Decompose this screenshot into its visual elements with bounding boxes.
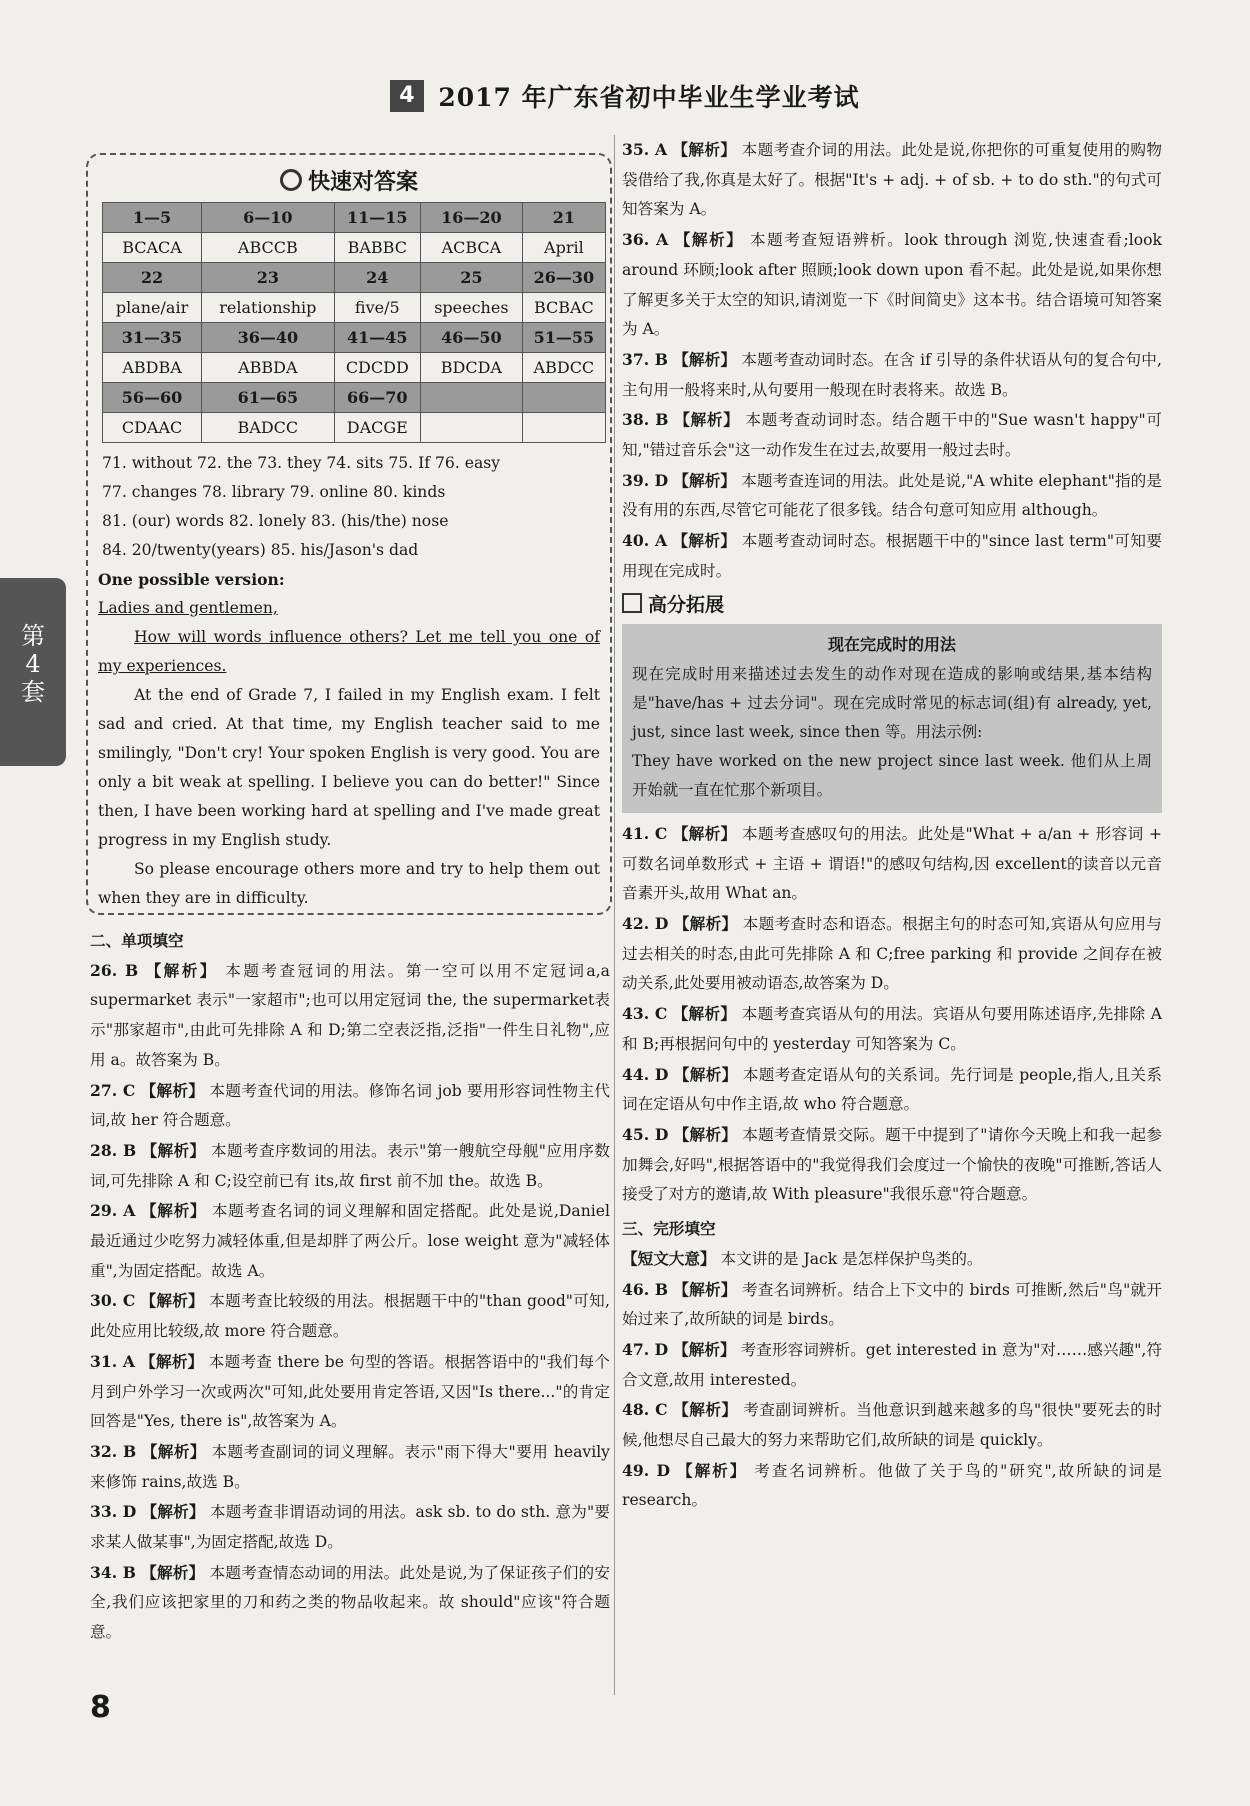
answer-cell: 6—10	[202, 203, 335, 233]
answer-table-row	[103, 263, 606, 293]
item-number: 30. C	[90, 1291, 136, 1311]
explanation-item	[622, 1120, 1162, 1210]
item-number: 34. B	[90, 1562, 136, 1582]
side-tab-line2: 4	[25, 650, 41, 678]
item-text: 本题考查冠词的用法。第一空可以用不定冠词a,a supermarket 表示"一家超市";也可以用定冠词 the, the supermarket表示"那家超市",由此可先排除 A 和 D;第二空表泛指,泛指"一件生日礼物",应用 a。故答案为 B。	[90, 961, 610, 1069]
item-text: 本题考查情态动词的用法。此处是说,为了保证孩子们的安全,我们应该把家里的刀和药之类的物品收起来。故 should"应该"符合题意。	[90, 1563, 610, 1642]
analysis-tag: 【解析】	[674, 410, 740, 430]
analysis-tag: 【解析】	[677, 1460, 748, 1480]
answer-cell: 21	[522, 203, 605, 233]
item-number: 28. B	[90, 1140, 137, 1160]
extension-title	[622, 591, 1162, 621]
explanation-item	[90, 1497, 610, 1557]
extension-text: 现在完成时用来描述过去发生的动作对现在造成的影响或结果,基本结构是"have/has + 过去分词"。现在完成时常见的标志词(组)有 already, yet, just, since last week, since then 等。用法示例:	[632, 664, 1152, 741]
analysis-tag: 【解析】	[674, 230, 744, 250]
item-text: 本题考查名词的词义理解和固定搭配。此处是说,Daniel 最近通过少吃努力减轻体重,但是却胖了两公斤。lose weight 意为"减轻体重",为固定搭配。故选 A。	[90, 1202, 610, 1280]
answer-table-row	[103, 353, 606, 383]
answer-cell	[420, 413, 522, 443]
analysis-tag: 【解析】	[673, 1064, 738, 1084]
item-number: 33. D	[90, 1502, 137, 1522]
item-number: 41. C	[622, 823, 668, 843]
analysis-tag: 【解析】	[141, 1201, 207, 1221]
quick-answer-title	[259, 165, 439, 196]
item-number: 37. B	[622, 349, 668, 369]
explanation-item	[622, 466, 1162, 526]
item-text: 本题考查动词时态。在含 if 引导的条件状语从句的复合句中,主句用一般将来时,从句要用一般现在时表将来。故选 B。	[622, 350, 1162, 399]
answer-cell: relationship	[202, 293, 335, 323]
item-text: 考查名词辨析。结合上下文中的 birds 可推断,然后"鸟"就开始过来了,故所缺的词是 birds。	[622, 1280, 1162, 1329]
analysis-tag: 【解析】	[141, 1562, 205, 1582]
item-text: 本题考查 there be 句型的答语。根据答语中的"我们每个月到户外学习一次或两次"可知,此处要用肯定答语,又因"Is there..."的肯定回答是"Yes, there is",故答案为 A。	[90, 1352, 610, 1431]
answer-cell: April	[522, 233, 605, 263]
analysis-tag: 【解析】	[141, 1502, 205, 1522]
answer-cell: ABDCC	[522, 353, 605, 383]
answer-cell: 22	[103, 263, 202, 293]
right-column	[622, 135, 1162, 1516]
explanation-item	[622, 225, 1162, 345]
side-tab-line3: 套	[21, 678, 45, 706]
item-number: 36. A	[622, 230, 669, 250]
answer-table-row	[103, 323, 606, 353]
item-number: 39. D	[622, 470, 669, 490]
column-divider	[614, 135, 615, 1695]
analysis-tag: 【解析】	[672, 531, 737, 551]
answer-cell: 56—60	[103, 383, 202, 413]
extension-box	[622, 624, 1162, 813]
essay-paragraph: So please encourage others more and try to help them out when they are in difficulty.	[98, 860, 600, 907]
essay-heading: One possible version:	[98, 570, 285, 589]
quick-answer-box	[86, 153, 612, 915]
item-number: 27. C	[90, 1080, 136, 1100]
explanation-item	[622, 1395, 1162, 1455]
answer-cell: 26—30	[522, 263, 605, 293]
answer-cell	[522, 383, 605, 413]
extension-example: They have worked on the new project since last week. 他们从上周开始就一直在忙那个新项目。	[632, 751, 1152, 799]
extension-title-text: 高分拓展	[648, 593, 725, 616]
item-text: 考查名词辨析。他做了关于鸟的"研究",故所缺的词是 research。	[622, 1461, 1162, 1510]
item-number: 35. A	[622, 140, 668, 159]
item-number: 31. A	[90, 1351, 135, 1371]
quick-answer-title-text: 快速对答案	[307, 170, 418, 195]
item-text: 本题考查序数词的用法。表示"第一艘航空母舰"应用序数词,可先排除 A 和 C;设空前已有 its,故 first 前不加 the。故选 B。	[90, 1141, 610, 1190]
analysis-tag: 【解析】	[673, 1279, 737, 1299]
analysis-tag: 【解析】	[140, 1291, 204, 1311]
analysis-tag: 【解析】	[672, 823, 737, 843]
item-number: 47. D	[622, 1339, 669, 1359]
answer-cell: five/5	[334, 293, 420, 323]
fill-line: 71. without 72. the 73. they 74. sits 75. If 76. easy	[102, 454, 501, 472]
answer-cell: 16—20	[420, 203, 522, 233]
item-number: 38. B	[622, 410, 669, 430]
item-number: 29. A	[90, 1201, 136, 1221]
fill-answers	[98, 449, 600, 565]
analysis-tag: 【解析】	[673, 470, 737, 490]
essay-paragraph: At the end of Grade 7, I failed in my English exam. I felt sad and cried. At that time, my English teacher said to me smilingly, "Don't cry! Your spoken English is very good. You are only a bit weak at spelling. I believe you can do better!" Since then, I have been working hard at spelling and I've made great progress in my English study.	[98, 686, 600, 849]
item-text: 本题考查动词时态。结合题干中的"Sue wasn't happy"可知,"错过音乐会"这一动作发生在过去,故要用一般过去时。	[622, 411, 1162, 460]
passage-summary	[622, 1244, 1162, 1275]
explanation-item	[90, 1136, 610, 1196]
section-heading: 二、单项填空	[90, 931, 184, 950]
answer-cell: 51—55	[522, 323, 605, 353]
explanation-item	[90, 1076, 610, 1136]
answer-table-row	[103, 233, 606, 263]
analysis-tag: 【解析】	[672, 1004, 737, 1024]
item-text: 本题考查感叹句的用法。此处是"What + a/an + 形容词 + 可数名词单数形式 + 主语 + 谓语!"的感叹句结构,因 excellent的读音以元音音素开头,故用 What an。	[622, 824, 1162, 903]
page-header	[0, 78, 1250, 114]
item-number: 40. A	[622, 531, 668, 551]
explanation-item	[622, 1060, 1162, 1120]
set-badge: 4	[390, 80, 424, 112]
answer-cell: 61—65	[202, 383, 335, 413]
fill-line: 84. 20/twenty(years) 85. his/Jason's dad	[102, 541, 419, 559]
analysis-tag: 【解析】	[145, 960, 218, 980]
explanation-item	[90, 1196, 610, 1286]
item-number: 26. B	[90, 960, 139, 980]
item-text: 本题考查非谓语动词的用法。ask sb. to do sth. 意为"要求某人做某事",为固定搭配,故选 D。	[90, 1503, 610, 1552]
explanation-item	[622, 909, 1162, 999]
item-text: 本题考查连词的用法。此处是说,"A white elephant"指的是没有用的东西,尽管它可能花了很多钱。结合句意可知应用 although。	[622, 471, 1162, 520]
answer-cell: 11—15	[334, 203, 420, 233]
explanation-item	[90, 1558, 610, 1648]
page-title: 2017 年广东省初中毕业生学业考试	[438, 83, 860, 112]
analysis-tag: 【解析】	[673, 1400, 738, 1420]
analysis-tag: 【解析】	[141, 1140, 206, 1160]
item-number: 49. D	[622, 1460, 671, 1480]
explanation-item	[622, 405, 1162, 465]
item-number: 46. B	[622, 1279, 669, 1299]
explanation-item	[622, 999, 1162, 1059]
page-number: 8	[90, 1690, 111, 1725]
item-number: 43. C	[622, 1004, 668, 1024]
analysis-tag: 【解析】	[140, 1080, 205, 1100]
answer-cell	[522, 413, 605, 443]
extension-icon	[622, 593, 642, 613]
item-number: 42. D	[622, 914, 669, 934]
essay-greeting: Ladies and gentlemen,	[98, 599, 278, 617]
answer-table-row	[103, 413, 606, 443]
explanation-item	[622, 1275, 1162, 1335]
essay-paragraph: How will words influence others? Let me tell you one of my experiences.	[98, 628, 600, 675]
answer-cell: 46—50	[420, 323, 522, 353]
answer-cell: speeches	[420, 293, 522, 323]
answer-table-row	[103, 383, 606, 413]
answer-cell: BDCDA	[420, 353, 522, 383]
summary-tag: 【短文大意】	[622, 1248, 716, 1268]
explanation-item	[622, 819, 1162, 909]
answer-cell: BABBC	[334, 233, 420, 263]
answer-cell: CDAAC	[103, 413, 202, 443]
answer-cell: 36—40	[202, 323, 335, 353]
magnifier-icon	[280, 169, 302, 191]
side-tab[interactable]	[0, 578, 66, 766]
explanation-item	[622, 345, 1162, 405]
analysis-tag: 【解析】	[673, 1339, 736, 1359]
answer-cell: 23	[202, 263, 335, 293]
analysis-tag: 【解析】	[673, 1124, 738, 1144]
answer-cell: plane/air	[103, 293, 202, 323]
item-text: 本题考查代词的用法。修饰名词 job 要用形容词性物主代词,故 her 符合题意。	[90, 1081, 610, 1130]
answer-cell: 66—70	[334, 383, 420, 413]
item-text: 本题考查情景交际。题干中提到了"请你今天晚上和我一起参加舞会,好吗",根据答语中的"我觉得我们会度过一个愉快的夜晚"可推断,答话人接受了对方的邀请,故 With pleasure"我很乐意"符合题意。	[622, 1125, 1162, 1204]
item-text: 考查形容词辨析。get interested in 意为"对……感兴趣",符合文意,故用 interested。	[622, 1340, 1162, 1389]
answer-table-row	[103, 203, 606, 233]
explanation-item	[90, 1437, 610, 1497]
side-tab-line1: 第	[21, 622, 45, 650]
fill-line: 81. (our) words 82. lonely 83. (his/the) nose	[102, 512, 449, 530]
item-text: 本题考查介词的用法。此处是说,你把你的可重复使用的购物袋借给了我,你真是太好了。根据"It's + adj. + of sb. + to do sth."的句式可知答案为 A。	[622, 141, 1162, 219]
item-text: 本题考查时态和语态。根据主句的时态可知,宾语从句应用与过去相关的时态,由此可先排除 A 和 C;free parking 和 provide 之间存在被动关系,此处要用被动语态,故答案为 D。	[622, 915, 1162, 993]
answer-cell	[420, 383, 522, 413]
item-number: 45. D	[622, 1124, 669, 1144]
answer-cell: ABDBA	[103, 353, 202, 383]
answer-cell: 1—5	[103, 203, 202, 233]
answer-cell: 41—45	[334, 323, 420, 353]
answer-cell: BCBAC	[522, 293, 605, 323]
item-text: 本题考查宾语从句的用法。宾语从句要用陈述语序,先排除 A 和 B;再根据问句中的 yesterday 可知答案为 C。	[622, 1005, 1162, 1053]
item-number: 32. B	[90, 1441, 137, 1461]
answer-cell: 31—35	[103, 323, 202, 353]
answer-table-row	[103, 293, 606, 323]
analysis-tag: 【解析】	[672, 140, 737, 159]
explanation-item	[622, 135, 1162, 225]
analysis-tag: 【解析】	[140, 1351, 204, 1371]
extension-box-title: 现在完成时的用法	[827, 635, 956, 655]
answer-cell: ABCCB	[202, 233, 335, 263]
explanation-item	[90, 956, 610, 1076]
answer-cell: 24	[334, 263, 420, 293]
explanation-item	[622, 1456, 1162, 1516]
analysis-tag: 【解析】	[673, 349, 737, 369]
left-column	[90, 922, 610, 1648]
answer-cell: 25	[420, 263, 522, 293]
explanation-item	[622, 526, 1162, 586]
explanation-item	[90, 1286, 610, 1346]
answer-cell: CDCDD	[334, 353, 420, 383]
answer-cell: DACGE	[334, 413, 420, 443]
item-text: 考查副词辨析。当他意识到越来越多的鸟"很快"要死去的时候,他想尽自己最大的努力来帮助它们,故所缺的词是 quickly。	[622, 1401, 1162, 1450]
analysis-tag: 【解析】	[141, 1441, 207, 1461]
analysis-tag: 【解析】	[673, 914, 738, 934]
section-heading: 三、完形填空	[622, 1219, 716, 1239]
answer-cell: BCACA	[103, 233, 202, 263]
item-text: 本题考查动词时态。根据题干中的"since last term"可知要用现在完成时。	[622, 532, 1162, 580]
summary-text: 本文讲的是 Jack 是怎样保护鸟类的。	[720, 1249, 983, 1268]
answer-cell: BADCC	[202, 413, 335, 443]
answer-table	[102, 202, 606, 443]
sample-essay	[98, 565, 600, 913]
fill-line: 77. changes 78. library 79. online 80. kinds	[102, 483, 446, 501]
item-number: 48. C	[622, 1400, 668, 1420]
answer-cell: ACBCA	[420, 233, 522, 263]
item-text: 本题考查定语从句的关系词。先行词是 people,指人,且关系词在定语从句中作主语,故 who 符合题意。	[622, 1065, 1162, 1114]
explanation-item	[622, 1335, 1162, 1395]
answer-cell: ABBDA	[202, 353, 335, 383]
explanation-item	[90, 1347, 610, 1437]
item-text: 本题考查副词的词义理解。表示"雨下得大"要用 heavily 来修饰 rains,故选 B。	[90, 1442, 610, 1491]
item-text: 本题考查短语辨析。look through 浏览,快速查看;look around 环顾;look after 照顾;look down upon 看不起。此处是说,如果你想了解更多关于太空的知识,请浏览一下《时间简史》这本书。结合语境可知答案为 A。	[622, 231, 1162, 339]
item-number: 44. D	[622, 1064, 669, 1084]
item-text: 本题考查比较级的用法。根据题干中的"than good"可知,此处应用比较级,故 more 符合题意。	[90, 1292, 610, 1341]
